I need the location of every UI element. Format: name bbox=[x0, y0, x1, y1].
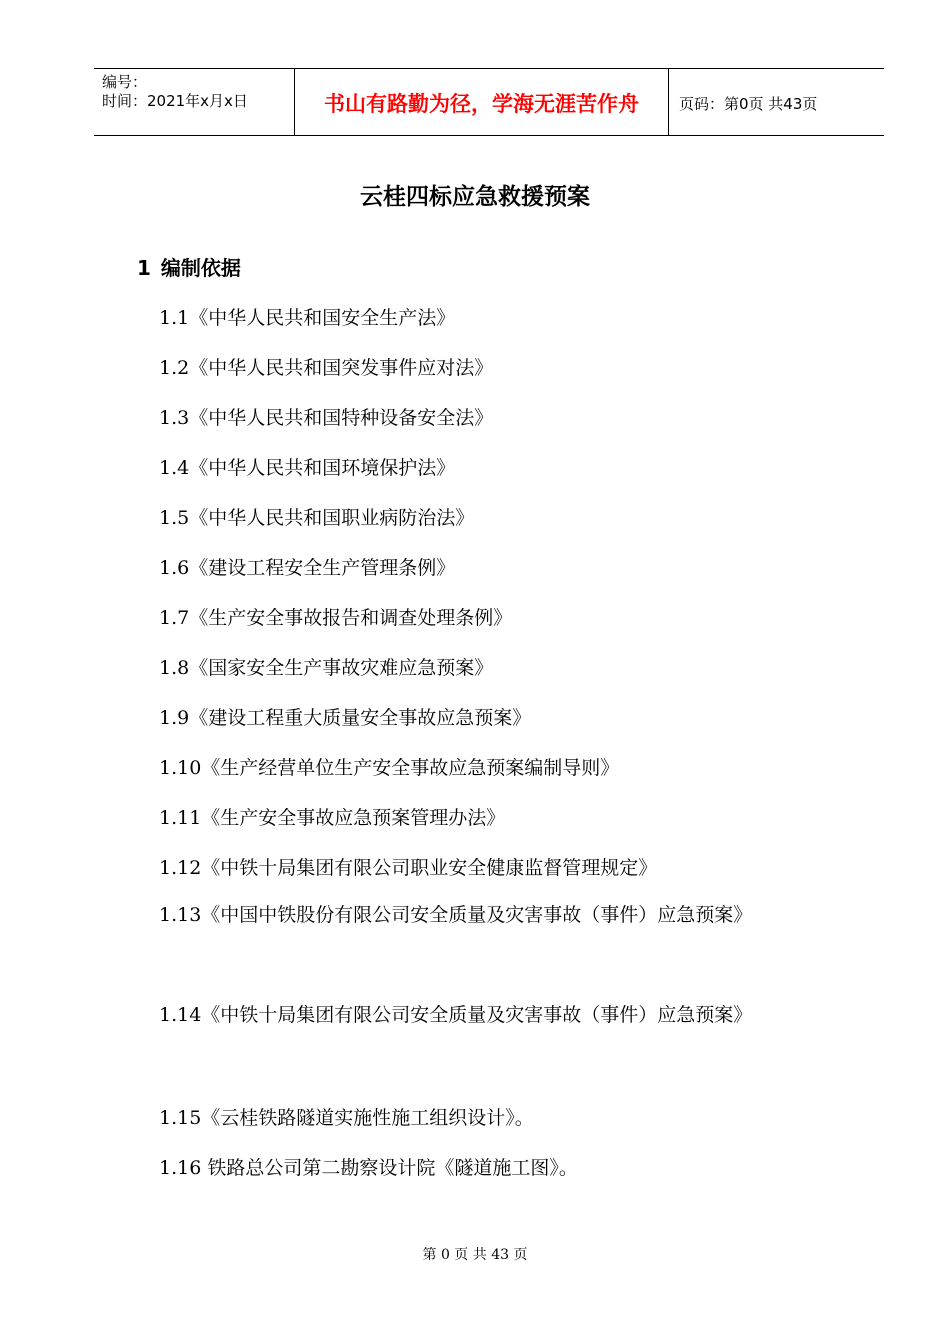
list-item: 1.5《中华人民共和国职业病防治法》 bbox=[159, 507, 475, 529]
document-title: 云桂四标应急救援预案 bbox=[360, 184, 590, 210]
list-item: 1.10《生产经营单位生产安全事故应急预案编制导则》 bbox=[159, 757, 620, 779]
list-item: 1.15《云桂铁路隧道实施性施工组织设计》。 bbox=[159, 1107, 534, 1129]
date-label: 时间：2021年x月x日 bbox=[102, 92, 248, 110]
list-item: 1.12《中铁十局集团有限公司职业安全健康监督管理规定》 bbox=[159, 857, 658, 879]
list-item: 1.8《国家安全生产事故灾难应急预案》 bbox=[159, 657, 494, 679]
list-item: 1.1《中华人民共和国安全生产法》 bbox=[159, 307, 456, 329]
page-footer: 第 0 页 共 43 页 bbox=[422, 1247, 528, 1263]
list-item: 1.9《建设工程重大质量安全事故应急预案》 bbox=[159, 707, 532, 729]
list-item: 1.13《中国中铁股份有限公司安全质量及灾害事故（事件）应急预案》 bbox=[159, 904, 753, 926]
header-motto: 书山有路勤为径，学海无涯苦作舟 bbox=[324, 92, 639, 116]
list-item: 1.11《生产安全事故应急预案管理办法》 bbox=[159, 807, 506, 829]
header-page-number: 页码：第0页 共43页 bbox=[679, 95, 818, 113]
list-item: 1.7《生产安全事故报告和调查处理条例》 bbox=[159, 607, 513, 629]
header-meta-cell bbox=[94, 69, 295, 135]
list-item: 1.6《建设工程安全生产管理条例》 bbox=[159, 557, 456, 579]
list-item: 1.2《中华人民共和国突发事件应对法》 bbox=[159, 357, 494, 379]
serial-number-label: 编号： bbox=[102, 73, 148, 91]
header-page-cell bbox=[669, 69, 884, 135]
section-heading bbox=[137, 254, 241, 282]
section-number: 1 bbox=[137, 256, 151, 280]
list-item: 1.14《中铁十局集团有限公司安全质量及灾害事故（事件）应急预案》 bbox=[159, 1004, 753, 1026]
list-item: 1.16 铁路总公司第二勘察设计院《隧道施工图》。 bbox=[159, 1157, 578, 1179]
list-item: 1.4《中华人民共和国环境保护法》 bbox=[159, 457, 456, 479]
list-item: 1.3《中华人民共和国特种设备安全法》 bbox=[159, 407, 494, 429]
section-heading-text: 编制依据 bbox=[160, 256, 241, 280]
document-header bbox=[94, 68, 884, 136]
header-motto-cell bbox=[295, 69, 669, 135]
